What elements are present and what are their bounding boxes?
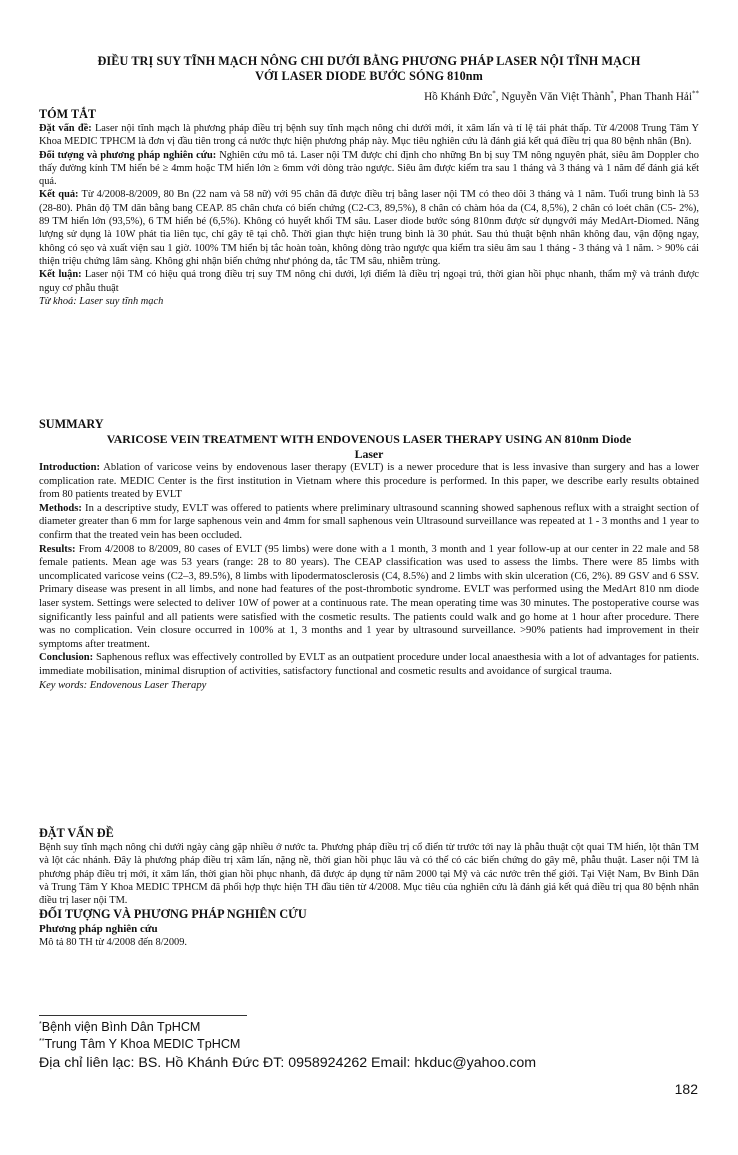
section-label: Kết luận: [39,269,82,281]
section-text: Từ 4/2008-8/2009, 80 Bn (22 nam và 58 nữ) với 95 chân đã được điều trị bằng laser nội TM có theo dõi 3 tháng và 1 năm. Tuổi trung bình là 53 (28-80). Phân độ TM dãn bằng bang CEAP. 85 chân chưa có biến chứng (C2-C3, 89,5%), 8 chân có chàm hóa da (C4, 8,5%), 2 chân có loét chân (C5- 2%), 89 TM hiển lớn (93,5%), 6 TM hiển bé (6,5%). Không có huyết khối TM sâu. Laser diode bước sóng 810nm được sử dụngvới máy MedArt-Diomed. Năng lượng sử dụng là 10W phát tia liên tục, chỉ gây tê tại chỗ. Thời gian thực hiện trung bình là 30 phút. Sau thủ thuật bệnh nhân không đau, vận động ngay, không có sẹo và xuất viện sau 1 giờ. 100% TM hiển bị tắc hoàn toàn, không dòng trào ngược qua kiểm tra siêu âm sau 1 tháng - 3 tháng và 1 năm. > 90% cải thiện triệu chứng lâm sàng. Không ghi nhận biến chứng như phỏng da, tắc TM sâu, nhiễm trùng. [39,189,699,267]
footnote-2 [39,1036,240,1052]
introduction-paragraph: Bệnh suy tĩnh mạch nông chi dưới ngày càng gặp nhiều ở nước ta. Phương pháp điều trị cổ điển từ trước tới nay là phẫu thuật cột quai TM hiển, lột thân TM và lột các nhánh. Đây là phương pháp điều trị xâm lấn, nặng nề, thời gian hồi phục lâu và có thể có các biến chứng do gây mê, phẫu thuật. Laser nội TM là phương pháp điều trị mới, ít xâm lấn, thời gian hồi phục nhanh, đã được áp dụng từ năm 2000 tại Mỹ và các nước trên thế giới. Tại Việt Nam, Bv Bình Dân và Trung Tâm Y Khoa MEDIC TPHCM đã phối hợp thực hiện TH đầu tiên từ 4/2008. Mục tiêu của nghiên cứu là đánh giá kết quả điều trị qua 80 bệnh nhân điều trị laser nội TM. [39,842,699,907]
section-label: Introduction: [39,462,101,473]
section-text: From 4/2008 to 8/2009, 80 cases of EVLT (95 limbs) were done with a 1 month, 3 month and 1 year follow-up at our center in 22 male and 58 female patients. Mean age was 53 years (range: 28 to 80 years). The CEAP classification was used to assess the limbs. There were 85 limbs with uncomplicated varicose veins (C2–3, 89.5%), 8 limbs with lipodermatosclerosis (C4, 8.5%) and 2 limbs with skin ulceration (C6, 2%). 89 GSV and 6 SSV. Primary disease was present in all limbs, and none had features of the post-thrombotic syndrome. EVLT was performed using the MedArt 810 nm diode laser system. Settings were selected to deliver 10W of power at a continuous rate. The mean operating time was 30 minutes. The postoperative course was significantly less painful and all patients were satisfied with the cosmetic results. The patients could walk and go home at 1 hour after procedure. There was no complication. Vein closure occurred in 100% at 1, 3 months and 1 year by ultrasound surveillance. >90% patients had improvement in their symptoms after treatment. [39,543,699,650]
keywords-vi: Từ khoá: Laser suy tĩnh mạch [39,295,164,307]
section-label: Kết quả: [39,189,79,201]
section-text: In a descriptive study, EVLT was offered to patients where preliminary ultrasound scanning showed saphenous reflux with a straight section of diameter greater than 6 mm for large saphenous vein and 4mm for small saphenous vein Ultrasound surveillance was repeated at 1 - 3 months and 1 year to confirm that the treated vein has been occluded. [39,502,699,541]
abstract-heading-en: SUMMARY [39,417,104,431]
author-3: Phan Thanh Hải [619,91,692,103]
section-label: Results: [39,543,76,555]
abstract-introduction-vi [39,122,699,149]
author-2-mark: * [610,89,614,98]
section-text: Laser nội tĩnh mạch là phương pháp điều trị bệnh suy tĩnh mạch nông chi dưới mới, ít xâm lấn và tỉ lệ tái phát thấp. Từ 4/2008 Trung Tâm Y Khoa MEDIC TPHCM là đơn vị đầu tiên trong cả nước thực hiện phương pháp này. Mục tiêu nghiên cứu là đánh giá kết quả điều trị qua 80 bệnh nhân (Bn). [39,123,699,148]
section-label: Methods: [39,502,82,514]
author-1: Hồ Khánh Đức [424,91,493,103]
english-title-line-2: Laser [354,446,384,461]
subsection-heading-method: Phương pháp nghiên cứu [39,923,158,936]
author-3-mark: ** [692,89,699,98]
body-section [39,826,699,950]
footnote-1-mark: * [39,1020,42,1028]
section-label: Đối tượng và phương pháp nghiên cứu: [39,149,217,161]
abstract-results-vi [39,188,699,268]
english-title-line-1: VARICOSE VEIN TREATMENT WITH ENDOVENOUS LASER THERAPY USING AN 810nm Diode [106,432,632,446]
contact-info: Địa chỉ liên lạc: BS. Hồ Khánh Đức ĐT: 0958924262 Email: hkduc@yahoo.com [39,1055,537,1071]
abstract-conclusion-vi [39,268,699,295]
section-heading-methods: ĐỐI TƯỢNG VÀ PHƯƠNG PHÁP NGHIÊN CỨU [39,907,307,922]
abstract-methods-vi [39,149,699,189]
section-text: Saphenous reflux was effectively controlled by EVLT as an outpatient procedure under local anaesthesia with a lot of advantages for patients. immediate mobilisation, minimal disruption of activities, satisfactory functional and cosmetic results and avoidance of surgical trauma. [39,652,699,677]
footnote-1-text: Bệnh viện Bình Dân TpHCM [41,1020,201,1034]
english-abstract [39,417,699,692]
author-list: Hồ Khánh Đức*, Nguyễn Văn Việt Thành*, Phan Thanh Hải** [424,89,699,103]
vietnamese-abstract [39,107,699,308]
section-label: Conclusion: [39,652,94,664]
author-2: Nguyễn Văn Việt Thành [501,91,611,103]
keywords-en: Key words: Endovenous Laser Therapy [39,679,207,691]
title-line-2: VỚI LASER DIODE BƯỚC SÓNG 810nm [255,69,483,83]
footnote-2-text: Trung Tâm Y Khoa MEDIC TpHCM [44,1037,241,1051]
method-paragraph: Mô tả 80 TH từ 4/2008 đến 8/2009. [39,937,188,949]
author-1-mark: * [492,89,496,98]
abstract-results-en [39,543,699,652]
section-text: Ablation of varicose veins by endovenous laser therapy (EVLT) is a newer procedure that is less invasive than surgery and has a lower complication rate. MEDIC Center is the first institution in Vietnam where this procedure is performed. In this paper, we describe early results obtained from 80 patients treated by EVLT [39,462,699,501]
section-text: Nghiên cứu mô tả. Laser nội TM được chỉ định cho những Bn bị suy TM nông nguyên phát, siêu âm Doppler cho thấy đường kính TM hiển bé ≥ 4mm hoặc TM hiển lớn ≥ 6mm với dòng trào ngược. Siêu âm được kiểm tra sau 1 tháng và 3 tháng và 1 năm để đánh giá kết quả. [39,149,699,188]
title-line-1: ĐIỀU TRỊ SUY TĨNH MẠCH NÔNG CHI DƯỚI BẰNG PHƯƠNG PHÁP LASER NỘI TĨNH MẠCH [97,54,641,68]
english-title [39,432,699,461]
abstract-introduction-en [39,461,699,502]
footnote-1 [39,1019,200,1035]
footnote-2-mark: ** [39,1037,45,1045]
paper-title [39,54,699,84]
section-label: Đặt vấn đề: [39,123,92,134]
section-text: Laser nội TM có hiệu quả trong điều trị suy TM nông chi dưới, lợi điểm là điều trị ngoại trú, thời gian hồi phục nhanh, thẩm mỹ và tránh được nguy cơ phẫu thuật [39,269,699,294]
abstract-heading-vi: TÓM TẮT [39,107,96,121]
abstract-conclusion-en [39,651,699,678]
page-number: 182 [674,1081,698,1097]
abstract-methods-en [39,502,699,543]
footnote-divider [39,1015,247,1016]
section-heading-introduction: ĐẶT VẤN ĐỀ [39,826,114,840]
